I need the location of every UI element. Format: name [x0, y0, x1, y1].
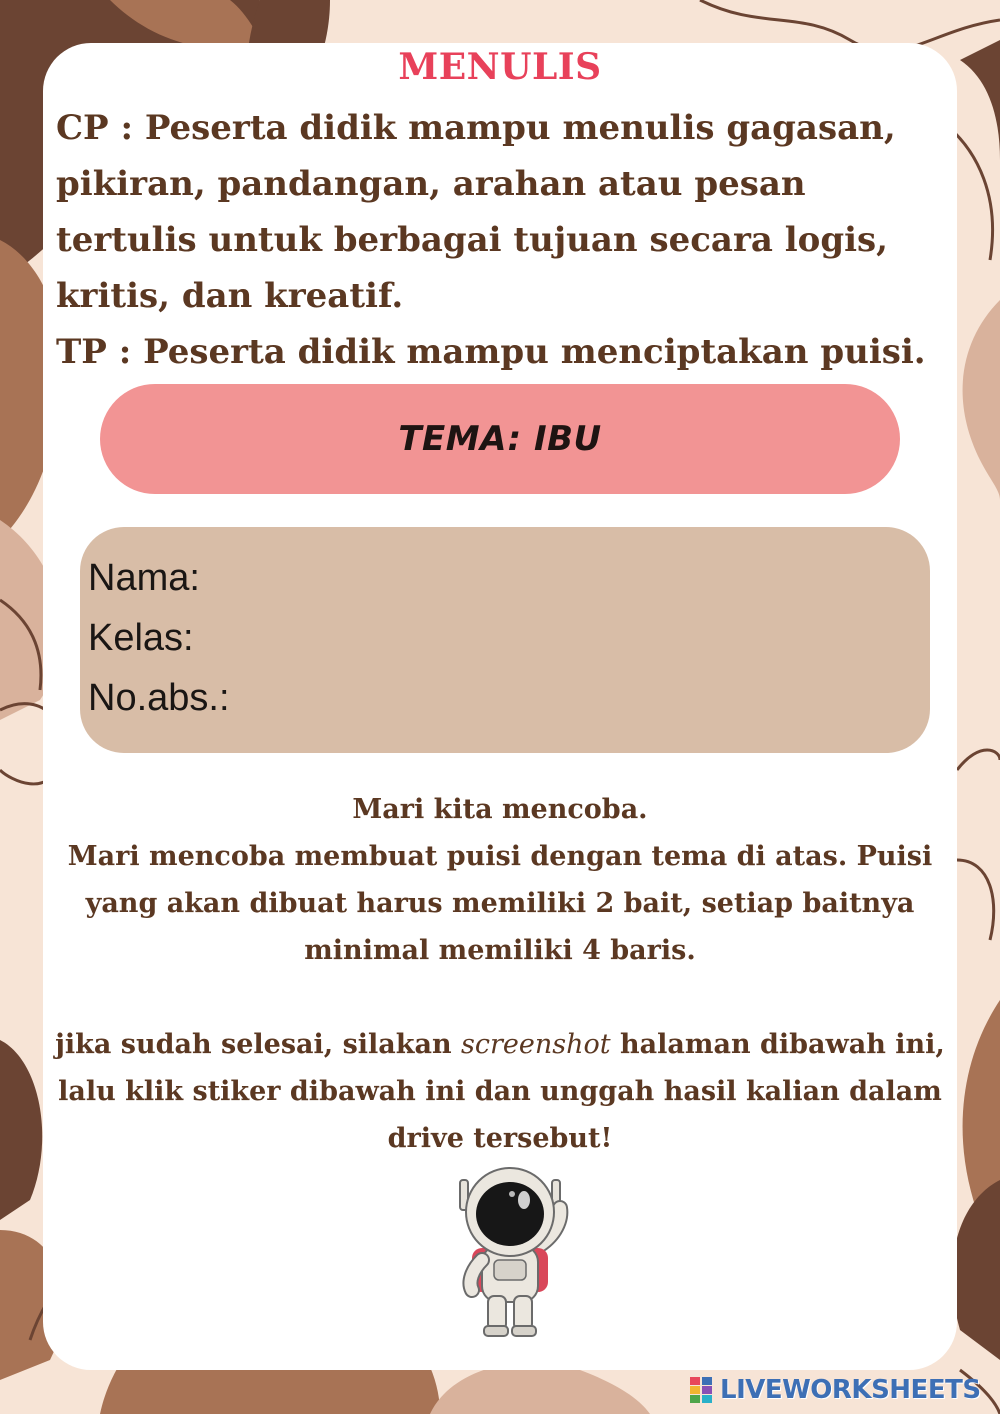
astronaut-icon[interactable]	[450, 1160, 570, 1340]
closing-before: jika sudah selesai, silakan	[55, 1029, 462, 1060]
instruction-task: Mari mencoba membuat puisi dengan tema di atas. Puisi yang akan dibuat harus memiliki 2 bait, setiap baitnya minimal memiliki 4 baris.	[67, 841, 933, 966]
learning-objectives	[56, 100, 936, 380]
instruction-intro: Mari kita mencoba.	[352, 794, 648, 825]
instruction-closing	[50, 1021, 950, 1162]
liveworksheets-logo-icon	[690, 1375, 716, 1405]
tp-text: TP : Peserta didik mampu menciptakan puisi.	[56, 332, 926, 372]
student-id-box	[80, 527, 930, 753]
kelas-label: Kelas:	[88, 617, 194, 659]
instructions	[50, 786, 950, 1162]
page-title: MENULIS	[398, 46, 602, 88]
closing-emphasis: screenshot	[461, 1029, 611, 1060]
tema-label: TEMA: IBU	[398, 419, 602, 459]
cp-text: CP : Peserta didik mampu menulis gagasan, pikiran, pandangan, arahan atau pesan tertulis untuk berbagai tujuan secara logis, kritis, dan kreatif.	[56, 108, 896, 316]
nama-label: Nama:	[88, 557, 200, 599]
closing-after: halaman dibawah ini, lalu klik stiker dibawah ini dan unggah hasil kalian dalam drive tersebut!	[58, 1029, 945, 1154]
liveworksheets-logo-text: LIVEWORKSHEETS	[720, 1375, 981, 1405]
liveworksheets-logo	[690, 1372, 981, 1408]
tema-banner	[100, 384, 900, 494]
no-abs-label: No.abs.:	[88, 677, 230, 719]
